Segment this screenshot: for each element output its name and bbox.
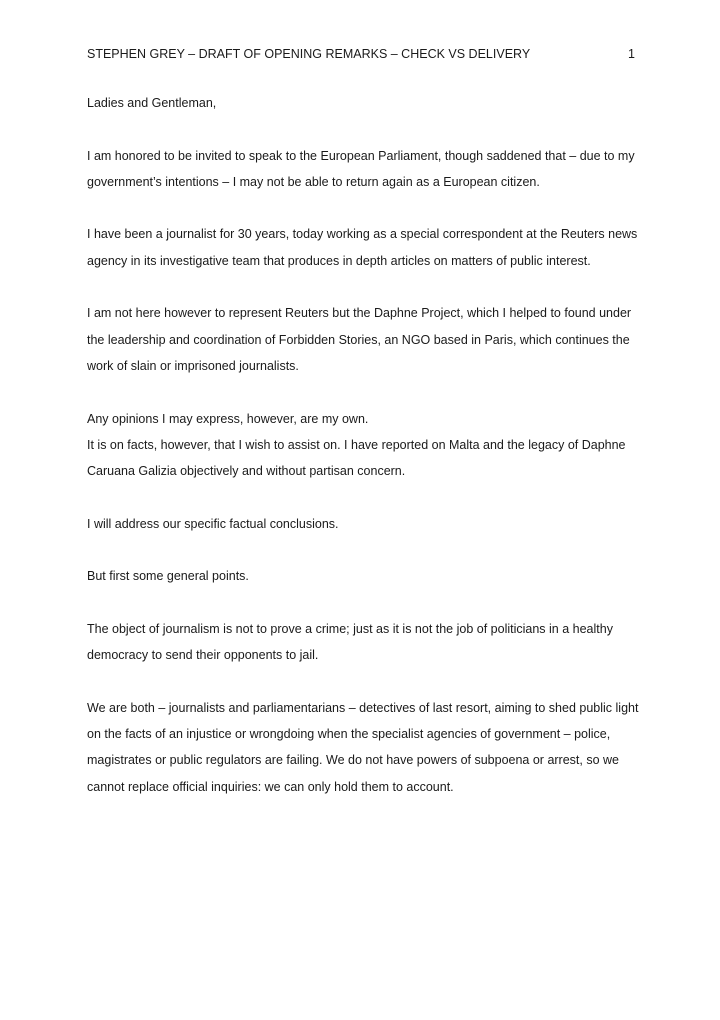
page-number: 1 xyxy=(628,47,635,61)
paragraph: Any opinions I may express, however, are my own. xyxy=(87,411,369,426)
paragraph: It is on facts, however, that I wish to assist on. I have reported on Malta and the legacy of Daphne Caruana Galizia objectively and without partisan concern. xyxy=(87,437,626,479)
paragraph: I have been a journalist for 30 years, today working as a special correspondent at the Reuters news agency in its investigative team that produces in depth articles on matters of public interest. xyxy=(87,227,638,268)
paragraph: I will address our specific factual conclusions. xyxy=(87,516,339,531)
paragraph: But first some general points. xyxy=(87,569,249,584)
paragraph: We are both – journalists and parliamentarians – detectives of last resort, aiming to shed public light on the facts of an injustice or wrongdoing when the specialist agencies of government – police, magistrates or public regulators are failing. We do not have powers of subpoena or arrest, so we cannot replace official inquiries: we can only hold them to account. xyxy=(87,700,639,794)
salutation: Ladies and Gentleman, xyxy=(87,96,217,110)
header-title: STEPHEN GREY – DRAFT OF OPENING REMARKS – CHECK VS DELIVERY xyxy=(87,47,531,61)
page-header xyxy=(87,44,635,64)
document-body xyxy=(87,90,642,826)
paragraph: The object of journalism is not to prove a crime; just as it is not the job of politicians in a healthy democracy to send their opponents to jail. xyxy=(87,621,613,663)
paragraph: I am honored to be invited to speak to the European Parliament, though saddened that – due to my government’s intentions – I may not be able to return again as a European citizen. xyxy=(87,148,635,189)
paragraph: I am not here however to represent Reuters but the Daphne Project, which I helped to found under the leadership and coordination of Forbidden Stories, an NGO based in Paris, which continues the work of slain or imprisoned journalists. xyxy=(87,306,632,373)
